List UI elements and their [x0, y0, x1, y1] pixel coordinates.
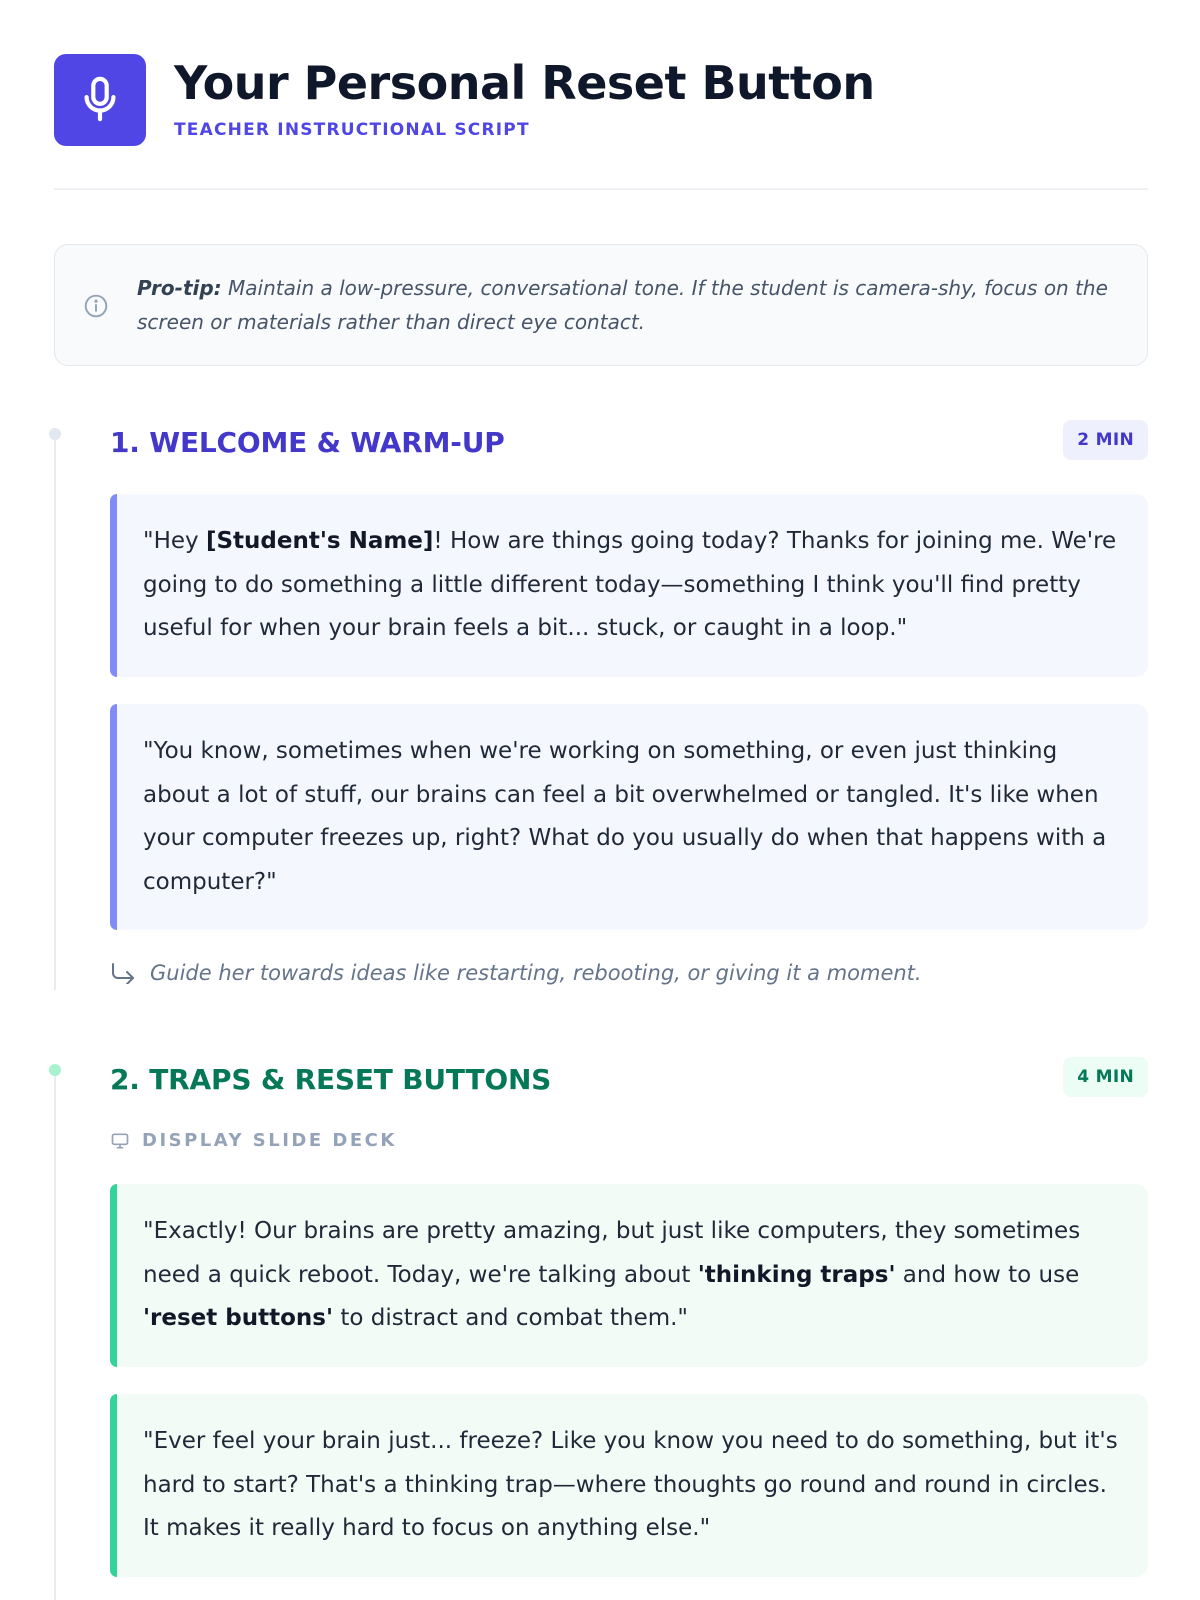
display-instruction — [110, 1130, 397, 1151]
pro-tip-text — [137, 271, 1117, 339]
script-quote — [110, 1184, 1148, 1367]
quote-text: "Hey — [143, 528, 206, 554]
section-title: 1. WELCOME & WARM-UP — [110, 426, 505, 459]
pro-tip-label: Pro-tip: — [137, 276, 222, 300]
quote-emphasis: 'thinking traps' — [697, 1261, 896, 1288]
page-header — [54, 54, 1148, 190]
quote-text: to distract and combat them." — [333, 1305, 689, 1331]
duration-badge: 2 MIN — [1063, 420, 1148, 460]
timeline-dot-section-2 — [49, 1064, 61, 1076]
section-title: 2. TRAPS & RESET BUTTONS — [110, 1063, 552, 1096]
quote-text: "You know, sometimes when we're working on something, or even just thinking about a lot of stuff, our brains can feel a bit overwhelmed or tangled. It's like when your computer freezes up, right? What do you usually do when that happens with a computer?" — [143, 738, 1107, 895]
pro-tip-callout — [54, 244, 1148, 366]
quote-text: "Exactly! Our brains are pretty amazing, but just like computers, they sometimes need a quick reboot. Today, we're talking about — [143, 1218, 1081, 1288]
header-divider — [54, 188, 1148, 190]
microphone-icon — [54, 54, 146, 146]
timeline-dot-section-1 — [49, 428, 61, 440]
timeline-line-section-2 — [54, 1068, 56, 1600]
timeline-line-section-1 — [54, 432, 56, 990]
duration-badge: 4 MIN — [1063, 1057, 1148, 1097]
page-title: Your Personal Reset Button — [174, 56, 875, 110]
quote-text: and how to use — [895, 1261, 1080, 1288]
return-arrow-icon — [110, 962, 136, 984]
script-quote — [110, 1394, 1148, 1577]
script-quote — [110, 704, 1148, 930]
quote-text: "Ever feel your brain just... freeze? Like you know you need to do something, but it's hard to start? That's a thinking trap—where thoughts go round and round in circles. It makes it really hard to focus on anything else." — [143, 1428, 1118, 1541]
guidance-text: Guide her towards ideas like restarting, rebooting, or giving it a moment. — [150, 961, 922, 985]
script-quote — [110, 494, 1148, 677]
teacher-guidance-note — [110, 958, 1110, 988]
monitor-icon — [110, 1131, 130, 1151]
display-label: DISPLAY SLIDE DECK — [142, 1130, 397, 1151]
quote-text: ! How are things going today? Thanks for joining me. We're going to do something a little different today—something I think you'll find pretty useful for when your brain feels a bit... stuck, or caught in a loop." — [143, 528, 1117, 641]
pro-tip-body: Maintain a low-pressure, conversational tone. If the student is camera-shy, focus on the screen or materials rather than direct eye contact. — [137, 276, 1108, 334]
page-subtitle: TEACHER INSTRUCTIONAL SCRIPT — [174, 120, 530, 140]
quote-emphasis: 'reset buttons' — [143, 1305, 334, 1331]
quote-emphasis: [Student's Name] — [205, 528, 434, 554]
info-icon — [83, 293, 109, 319]
